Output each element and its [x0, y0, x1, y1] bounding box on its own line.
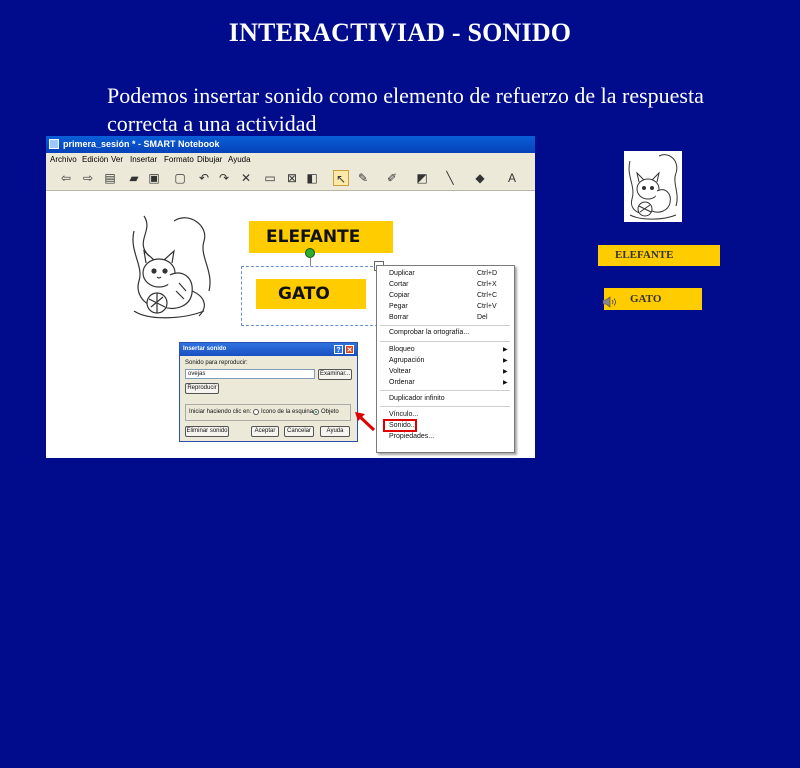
elefante-button[interactable]	[598, 245, 720, 266]
smart-notebook-screenshot	[46, 136, 535, 458]
menu-insertar[interactable]: Insertar	[130, 155, 158, 164]
help-button[interactable]: Ayuda	[320, 426, 350, 437]
sound-file-value: ovejas	[188, 371, 206, 377]
elefante-card[interactable]	[249, 221, 393, 253]
slide-title: INTERACTIVIAD - SONIDO	[228, 18, 572, 47]
menu-archivo[interactable]: Archivo	[50, 155, 77, 164]
submenu-arrow-icon: ▶	[503, 380, 508, 386]
ok-button[interactable]: Aceptar	[251, 426, 279, 437]
corner-icon-radio[interactable]	[253, 409, 259, 415]
pen-tool-icon[interactable]: ✎	[357, 171, 369, 185]
window-title: primera_sesión * - SMART Notebook	[63, 139, 220, 149]
menu-item-borrar[interactable]: Borrar	[389, 314, 409, 321]
window-titlebar	[46, 136, 535, 153]
save-icon[interactable]: ▣	[148, 171, 160, 185]
menu-item-copiar[interactable]: Copiar	[389, 292, 410, 299]
cat-thumbnail-drawing	[624, 151, 682, 222]
redo-icon[interactable]: ↷	[218, 171, 230, 185]
cat-drawing	[124, 211, 216, 323]
menu-separator	[380, 390, 510, 391]
line-tool-icon[interactable]: ╲	[446, 171, 454, 185]
corner-icon-label: Icono de la esquina	[261, 409, 314, 415]
dialog-title: Insertar sonido	[183, 346, 227, 352]
remove-sound-button[interactable]: Eliminar sonido	[185, 426, 229, 437]
object-radio[interactable]	[313, 409, 319, 415]
next-page-icon[interactable]: ⇨	[82, 171, 94, 185]
cat-thumbnail	[624, 151, 682, 222]
delete-icon[interactable]: ✕	[240, 171, 252, 185]
creative-pen-icon[interactable]: ✐	[386, 171, 398, 185]
dialog-titlebar	[180, 343, 357, 356]
gato-card[interactable]	[256, 279, 366, 309]
menu-formato[interactable]: Formato	[164, 155, 194, 164]
menu-item-duplicador-infinito[interactable]: Duplicador infinito	[389, 395, 445, 402]
play-button[interactable]: Reproducir	[185, 383, 219, 394]
object-label: Objeto	[321, 409, 339, 415]
menu-bar	[46, 153, 535, 166]
menu-edicion[interactable]: Edición	[82, 155, 109, 164]
speaker-icon[interactable]	[602, 296, 618, 308]
paste-icon[interactable]: ▢	[174, 171, 186, 185]
gato-button[interactable]	[604, 288, 702, 310]
submenu-arrow-icon: ▶	[503, 358, 508, 364]
add-page-icon[interactable]: ▤	[104, 171, 116, 185]
sound-file-field[interactable]	[185, 369, 315, 379]
rotate-handle[interactable]	[305, 248, 315, 258]
menu-separator	[380, 341, 510, 342]
elefante-card-label: ELEFANTE	[266, 227, 361, 247]
cancel-button[interactable]: Cancelar	[284, 426, 314, 437]
menu-ver[interactable]: Ver	[111, 155, 124, 164]
menu-item-agrupacion[interactable]: Agrupación	[389, 357, 425, 364]
rotate-handle-line	[310, 258, 311, 266]
undo-icon[interactable]: ↶	[198, 171, 210, 185]
open-folder-icon[interactable]: ▰	[129, 171, 139, 185]
previous-page-icon[interactable]: ⇦	[60, 171, 72, 185]
slide-subtitle: Podemos insertar sonido como elemento de refuerzo de la respuesta correcta a una actividad	[107, 83, 704, 136]
red-arrow-icon	[353, 409, 377, 433]
menu-item-voltear[interactable]: Voltear	[389, 368, 411, 375]
menu-item-pegar[interactable]: Pegar	[389, 303, 408, 310]
submenu-arrow-icon: ▶	[503, 369, 508, 375]
menu-ayuda[interactable]: Ayuda	[228, 155, 251, 164]
eraser-icon[interactable]: ◩	[416, 171, 428, 185]
insert-sound-dialog	[179, 342, 358, 442]
help-icon[interactable]: ?	[334, 345, 343, 354]
toolbar	[46, 166, 535, 191]
start-label: Iniciar haciendo clic en:	[189, 409, 252, 415]
sonido-highlight	[383, 419, 417, 432]
menu-separator	[380, 325, 510, 326]
menu-dibujar[interactable]: Dibujar	[197, 155, 223, 164]
context-menu	[376, 265, 515, 453]
notebook-canvas[interactable]	[46, 191, 535, 458]
text-tool-icon[interactable]: A	[507, 171, 516, 185]
menu-separator	[380, 406, 510, 407]
dual-page-icon[interactable]: ◧	[306, 171, 318, 185]
sound-file-label: Sonido para reproducir:	[185, 360, 248, 366]
menu-item-sonido[interactable]: Sonido...	[389, 422, 417, 429]
close-icon[interactable]: ✕	[346, 347, 353, 354]
shortcut-cortar: Ctrl+X	[477, 281, 497, 288]
shapes-tool-icon[interactable]: ◆	[475, 171, 485, 185]
menu-item-ortografia[interactable]: Comprobar la ortografía...	[389, 329, 470, 336]
menu-item-propiedades[interactable]: Propiedades...	[389, 433, 435, 440]
menu-item-cortar[interactable]: Cortar	[389, 281, 409, 288]
shortcut-duplicar: Ctrl+D	[477, 270, 498, 277]
gato-button-label: GATO	[630, 293, 662, 305]
gato-card-label: GATO	[278, 284, 330, 304]
elefante-button-label: ELEFANTE	[615, 249, 674, 261]
menu-item-ordenar[interactable]: Ordenar	[389, 379, 415, 386]
menu-item-bloqueo[interactable]: Bloqueo	[389, 346, 415, 353]
start-option-group	[185, 404, 351, 421]
fullscreen-icon[interactable]: ⊠	[286, 171, 298, 185]
submenu-arrow-icon: ▶	[503, 347, 508, 353]
shortcut-pegar: Ctrl+V	[477, 303, 497, 310]
browse-button[interactable]: Examinar...	[318, 369, 352, 380]
shortcut-borrar: Del	[477, 314, 488, 321]
select-tool-icon[interactable]: ↖	[333, 170, 349, 186]
screen-shade-icon[interactable]: ▭	[264, 171, 276, 185]
app-icon	[49, 139, 59, 149]
shortcut-copiar: Ctrl+C	[477, 292, 498, 299]
menu-item-duplicar[interactable]: Duplicar	[389, 270, 415, 277]
menu-item-vinculo[interactable]: Vínculo...	[389, 411, 419, 418]
